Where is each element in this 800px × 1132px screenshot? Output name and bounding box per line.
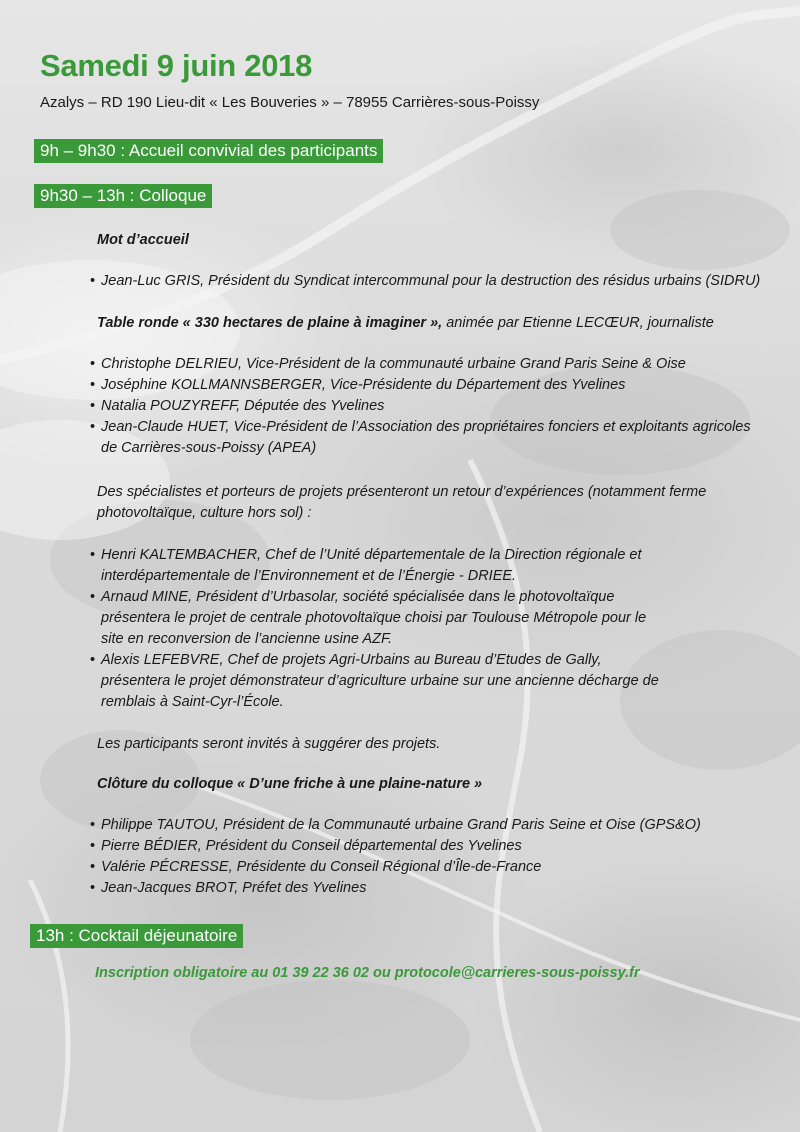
closing-speaker: • Jean-Jacques BROT, Préfet des Yvelines bbox=[90, 878, 770, 899]
expert-speaker: • Arnaud MINE, Président d’Urbasolar, société spécialisée dans le photovoltaïque présentera le projet de centrale photovoltaïque choisi par Toulouse Métropole pour le site en reconversion de l’ancienne usine AZF. bbox=[90, 587, 670, 650]
welcome-title: Mot d’accueil bbox=[97, 232, 189, 248]
roundtable-moderator: animée par Etienne LECŒUR, journaliste bbox=[442, 315, 714, 331]
experts-intro: Des spécialistes et porteurs de projets présenteront un retour d’expériences (notamment ferme photovoltaïque, culture hors sol) : bbox=[97, 484, 707, 521]
welcome-section bbox=[90, 230, 770, 292]
closing-speaker: • Pierre BÉDIER, Président du Conseil départemental des Yvelines bbox=[90, 836, 770, 857]
event-date: Samedi 9 juin 2018 bbox=[40, 48, 313, 83]
closing-title: Clôture du colloque « D’une friche à une plaine-nature » bbox=[97, 776, 483, 792]
roundtable-speaker: • Christophe DELRIEU, Vice-Président de la communauté urbaine Grand Paris Seine & Oise bbox=[90, 354, 770, 375]
roundtable-speaker: • Joséphine KOLLMANNSBERGER, Vice-Présidente du Département des Yvelines bbox=[90, 375, 770, 396]
experts-section bbox=[90, 482, 730, 755]
roundtable-speaker: • Natalia POUZYREFF, Députée des Yvelines bbox=[90, 396, 770, 417]
schedule-slot-cocktail: 13h : Cocktail déjeunatoire bbox=[30, 924, 243, 948]
roundtable-section bbox=[90, 313, 770, 459]
schedule-slot-colloquium: 9h30 – 13h : Colloque bbox=[34, 184, 212, 208]
expert-speaker: • Henri KALTEMBACHER, Chef de l’Unité départementale de la Direction régionale et interdépartementale de l’Environnement et de l’Énergie - DRIEE. bbox=[90, 545, 670, 587]
roundtable-speaker: • Jean-Claude HUET, Vice-Président de l’Association des propriétaires fonciers et exploitants agricoles de Carrières-sous-Poissy (APEA) bbox=[90, 417, 770, 459]
welcome-speaker: • Jean-Luc GRIS, Président du Syndicat intercommunal pour la destruction des résidus urbains (SIDRU) bbox=[90, 271, 770, 292]
registration-note: Inscription obligatoire au 01 39 22 36 02 ou protocole@carrieres-sous-poissy.fr bbox=[95, 965, 640, 981]
experts-invite: Les participants seront invités à suggérer des projets. bbox=[97, 736, 441, 752]
schedule-slot-welcome: 9h – 9h30 : Accueil convivial des participants bbox=[34, 139, 383, 163]
event-address: Azalys – RD 190 Lieu-dit « Les Bouveries » – 78955 Carrières-sous-Poissy bbox=[40, 94, 540, 111]
roundtable-title: Table ronde « 330 hectares de plaine à imaginer », animée par Etienne LECŒUR, journaliste bbox=[97, 315, 714, 331]
closing-speaker: • Valérie PÉCRESSE, Présidente du Conseil Régional d’Île-de-France bbox=[90, 857, 770, 878]
closing-section bbox=[90, 774, 770, 899]
closing-speaker: • Philippe TAUTOU, Président de la Communauté urbaine Grand Paris Seine et Oise (GPS&O) bbox=[90, 815, 770, 836]
expert-speaker: • Alexis LEFEBVRE, Chef de projets Agri-Urbains au Bureau d’Etudes de Gally, présentera le projet démonstrateur d’agriculture urbaine sur une ancienne décharge de remblais à Saint-Cyr-l’École. bbox=[90, 650, 670, 713]
